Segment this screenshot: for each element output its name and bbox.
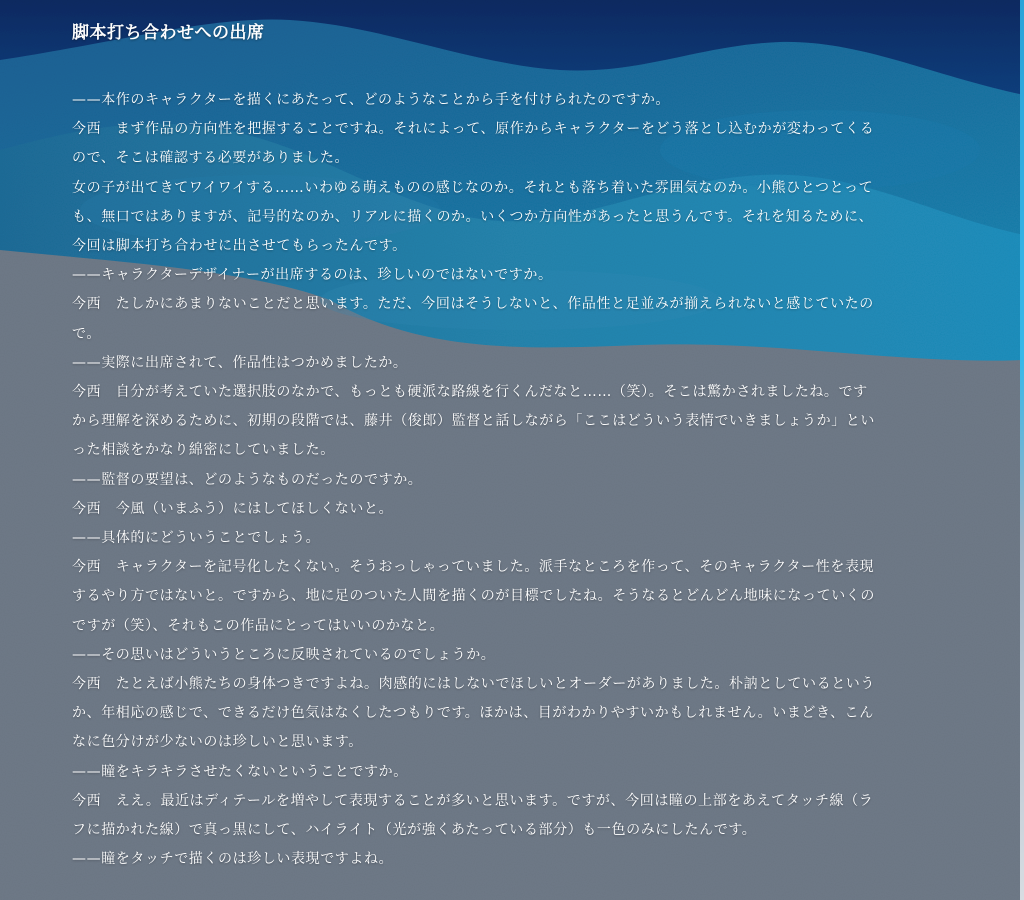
paragraph-line: 今回は脚本打ち合わせに出させてもらったんです。 (72, 238, 407, 255)
paragraph-line: ——瞳をキラキラさせたくないということですか。 (72, 763, 408, 780)
paragraph-line: なに色分けが少ないのは珍しいと思います。 (72, 734, 363, 751)
paragraph-line: ですが（笑）、それもこの作品にとってはいいのかなと。 (72, 617, 445, 634)
paragraph-line: ——具体的にどういうことでしょう。 (72, 530, 321, 547)
paragraph-line: ——本作のキャラクターを描くにあたって、どのようなことから手を付けられたのですか。 (72, 92, 671, 108)
right-edge-strip (1020, 0, 1024, 900)
paragraph-line: 今西 今風（いまふう）にはしてほしくないと。 (72, 500, 394, 517)
paragraph-line: 今西 たしかにあまりないことだと思います。ただ、今回はそうしないと、作品性と足並みが揃えられないと感じていたの (72, 296, 874, 313)
paragraph-line: 今西 たとえば小熊たちの身体つきですよね。肉感的にはしないでほしいとオーダーがありました。朴訥としているという (72, 676, 875, 693)
paragraph-line: か、年相応の感じで、できるだけ色気はなくしたつもりです。ほかは、目がわかりやすいかもしれません。いまどき、こん (72, 705, 874, 722)
paragraph-line: するやり方ではないと。ですから、地に足のついた人間を描くのが目標でしたね。そうなるとどんどん地味になっていくの (72, 588, 875, 605)
paragraph-line: ——監督の要望は、どのようなものだったのですか。 (72, 471, 423, 488)
paragraph-line: から理解を深めるために、初期の段階では、藤井（俊郎）監督と話しながら「ここはどういう表情でいきましょうか」とい (72, 413, 875, 430)
paragraph-line: ——その思いはどういうところに反映されているのでしょうか。 (72, 646, 496, 663)
paragraph-line: で。 (72, 325, 101, 342)
paragraph-line: ——キャラクターデザイナーが出席するのは、珍しいのではないですか。 (72, 267, 553, 284)
paragraph-line: った相談をかなり綿密にしていました。 (72, 442, 335, 459)
paragraph-line: 今西 キャラクターを記号化したくない。そうおっしゃっていました。派手なところを作って、そのキャラクター性を表現 (72, 559, 875, 576)
paragraph-line: ——瞳をタッチで描くのは珍しい表現ですよね。 (72, 851, 394, 868)
interview-body (72, 86, 956, 874)
paragraph-line: 女の子が出てきてワイワイする……いわゆる萌えものの感じなのか。それとも落ち着いた雰囲気なのか。小熊ひとつとって (72, 179, 874, 196)
paragraph-line: フに描かれた線）で真っ黒にして、ハイライト（光が強くあたっている部分）も一色のみにしたんです。 (72, 822, 757, 839)
paragraph-line: ので、そこは確認する必要がありました。 (72, 150, 350, 167)
article-content (72, 0, 956, 874)
paragraph-line: 今西 まず作品の方向性を把握することですね。それによって、原作からキャラクターをどう落とし込むかが変わってくる (72, 121, 875, 138)
section-title: 脚本打ち合わせへの出席 (72, 23, 265, 43)
paragraph-line: 今西 ええ。最近はディテールを増やして表現することが多いと思います。ですが、今回は瞳の上部をあえてタッチ線（ラ (72, 792, 874, 809)
paragraph-line: も、無口ではありますが、記号的なのか、リアルに描くのか。いくつか方向性があったと思うんです。それを知るために、 (72, 208, 874, 225)
paragraph-line: 今西 自分が考えていた選択肢のなかで、もっとも硬派な路線を行くんだなと……（笑）。そこは驚かされましたね。です (72, 384, 868, 401)
paragraph-line: ——実際に出席されて、作品性はつかめましたか。 (72, 354, 408, 371)
